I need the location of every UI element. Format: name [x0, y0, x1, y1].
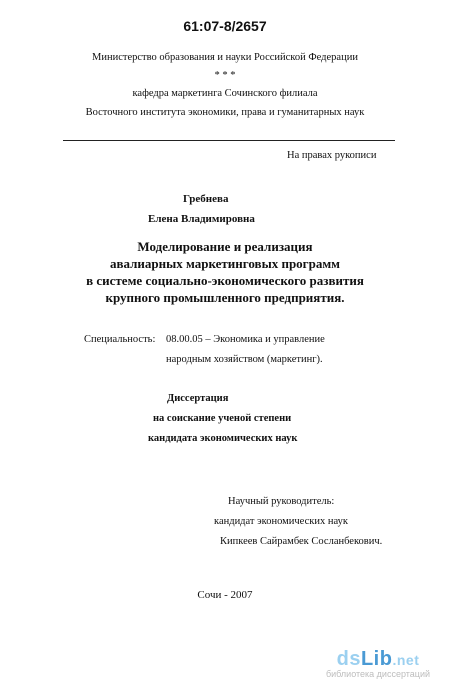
dissertation-candidate-line: кандидата экономических наук [148, 433, 298, 444]
dslib-watermark [318, 648, 438, 679]
specialty-field: народным хозяйством (маркетинг). [166, 354, 323, 365]
supervisor-name: Кипкеев Сайрамбек Сосланбекович. [220, 536, 383, 547]
city-year: Сочи - 2007 [197, 589, 253, 601]
title-line-4: крупного промышленного предприятия. [105, 290, 345, 305]
supervisor-label: Научный руководитель: [228, 496, 335, 507]
author-name: Елена Владимировна [148, 213, 255, 225]
dissertation-label: Диссертация [167, 393, 229, 404]
manuscript-rights-note: На правах рукописи [287, 150, 377, 161]
ministry-line: Министерство образования и науки Российской Федерации [92, 52, 358, 63]
document-code: 61:07-8/2657 [183, 18, 267, 34]
department-line: кафедра маркетинга Сочинского филиала [132, 88, 318, 99]
title-line-2: авалиарных маркетинговых программ [109, 256, 341, 271]
title-line-1: Моделирование и реализация [137, 239, 313, 254]
specialty-code: 08.00.05 – Экономика и управление [166, 334, 325, 345]
stars-separator: * * * [214, 70, 236, 81]
institute-line: Восточного института экономики, права и гуманитарных наук [85, 107, 365, 118]
watermark-subtitle: библиотека диссертаций [325, 669, 430, 679]
dissertation-degree-line: на соискание ученой степени [153, 413, 292, 424]
header-divider [63, 140, 395, 141]
supervisor-degree: кандидат экономических наук [214, 516, 348, 527]
title-line-3: в системе социально-экономического развития [86, 273, 364, 288]
author-surname: Гребнева [183, 193, 229, 205]
dslib-logo: dsLib.net [336, 648, 420, 670]
specialty-label: Специальность: [84, 334, 156, 345]
